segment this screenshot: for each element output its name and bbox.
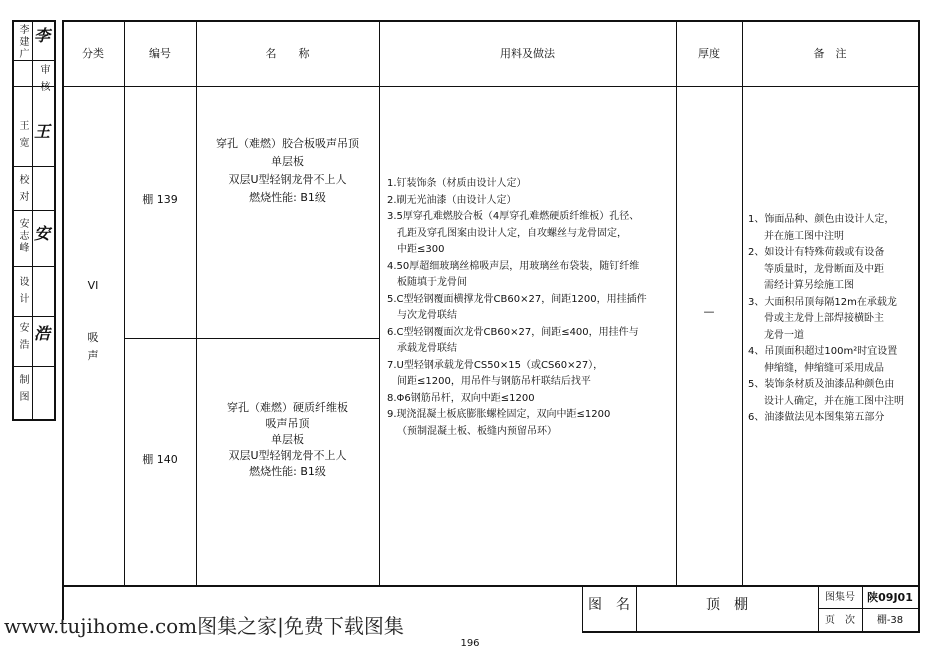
sidebar-label-6: 设 计 [17, 276, 28, 306]
remark-line: 2、如设计有特殊荷载或有设备 [748, 247, 885, 258]
materials-line: 与次龙骨联结 [397, 310, 457, 321]
atlas-label: 图集号 [825, 592, 855, 603]
sidebar-signature-1: 李 [34, 26, 51, 45]
sidebar-signature-5: 安 [34, 224, 51, 243]
materials-line: 8.Φ6钢筋吊杆，双向中距≤1200 [387, 392, 535, 404]
item-name-line: 双层U型轻钢龙骨不上人 [228, 449, 347, 462]
remark-line: 4、吊顶面积超过100m²时宜设置 [748, 346, 898, 357]
remark-line: 需经计算另绘施工图 [764, 280, 854, 291]
item-name-line: 吸声吊顶 [265, 417, 310, 430]
materials-line: 板随填于龙骨间 [397, 277, 467, 288]
category-name-2: 声 [87, 349, 99, 362]
remark-line: 5、装饰条材质及油漆品种颜色由 [748, 379, 895, 390]
page-label: 页 次 [825, 615, 855, 626]
materials-line: 6.C型轻钢覆面次龙骨CB60×27，间距≤400，用挂件与 [387, 326, 639, 338]
watermark-text: www.tujihome.com图集之家|免费下载图集 [4, 614, 404, 638]
header-code: 编号 [149, 47, 171, 60]
remark-line: 等质量时，龙骨断面及中距 [764, 263, 884, 275]
sidebar-signature-3: 王 [34, 122, 51, 141]
item-name-line: 穿孔（难燃）硬质纤维板 [227, 401, 348, 414]
sidebar-label-2: 审 核 [38, 64, 49, 94]
item-name-line: 单层板 [271, 433, 304, 446]
materials-line: 承载龙骨联结 [397, 343, 457, 354]
remark-line: 伸缩缝，伸缩缝可采用成品 [764, 362, 884, 374]
header-remarks: 备 注 [813, 47, 847, 60]
materials-line: 5.C型轻钢覆面横撑龙骨CB60×27，间距1200，用挂插件 [387, 293, 647, 305]
remark-line: 3、大面积吊顶每隔12m在承载龙 [748, 296, 897, 308]
remark-line: 龙骨一道 [764, 329, 804, 341]
page-value: 棚-38 [876, 615, 904, 626]
materials-line: 9.现浇混凝土板底膨胀螺栓固定，双向中距≤1200 [387, 409, 611, 420]
item-name-line: 双层U型轻钢龙骨不上人 [228, 173, 347, 186]
sidebar-label-7: 安 浩 [17, 322, 28, 352]
figure-name-label: 图 名 [588, 597, 630, 613]
header-name: 名 称 [265, 47, 310, 60]
thickness-value: — [703, 305, 715, 318]
item-code-140: 棚 140 [142, 453, 178, 466]
item-name-140 [196, 400, 379, 479]
category-name-1: 吸 [87, 331, 99, 344]
item-name-line: 燃烧性能: B1级 [249, 191, 326, 204]
sidebar-label-5: 安志峰 [17, 218, 28, 254]
item-code-139: 棚 139 [142, 193, 178, 206]
materials-line: 中距≤300 [397, 244, 445, 255]
remark-line: 并在施工图中注明 [764, 230, 844, 242]
sidebar-signature-7: 浩 [34, 324, 51, 343]
materials-line: 3.5厚穿孔难燃胶合板（4厚穿孔难燃硬质纤维板）孔径、 [387, 211, 640, 222]
remark-line: 设计人确定，并在施工图中注明 [764, 395, 904, 407]
item-name-line: 单层板 [271, 155, 304, 168]
materials-line: 7.U型轻钢承载龙骨CS50×15（或CS60×27）， [387, 359, 604, 371]
materials-line: （预制混凝土板、板缝内预留吊环） [397, 425, 557, 437]
sidebar-label-1: 李建广 [17, 24, 28, 60]
remark-line: 1、饰面品种、颜色由设计人定， [748, 214, 895, 225]
sidebar-label-4: 校 对 [17, 174, 28, 204]
remark-line: 骨或主龙骨上部焊接横卧主 [764, 313, 884, 324]
materials-list [387, 176, 672, 440]
sidebar-label-8: 制 图 [17, 374, 28, 404]
item-name-line: 穿孔（难燃）胶合板吸声吊顶 [216, 137, 359, 150]
item-name-line: 燃烧性能: B1级 [249, 465, 326, 478]
remark-line: 6、油漆做法见本图集第五部分 [748, 412, 885, 423]
header-materials: 用料及做法 [500, 47, 555, 60]
category-roman: VI [87, 279, 99, 292]
header-thickness: 厚度 [698, 47, 720, 60]
materials-line: 1.钉装饰条（材质由设计人定） [387, 178, 527, 189]
remarks-list [748, 212, 916, 427]
atlas-value: 陕09J01 [867, 591, 913, 604]
figure-name: 顶 棚 [706, 597, 748, 613]
materials-line: 4.50厚超细玻璃丝棉吸声层，用玻璃丝布袋装，随钉纤维 [387, 260, 640, 272]
header-category: 分类 [82, 47, 104, 60]
materials-line: 2.刷无光油漆（由设计人定） [387, 194, 517, 206]
page-number: 196 [460, 638, 480, 649]
sidebar-label-3: 王 宽 [17, 120, 28, 150]
materials-line: 孔距及穿孔图案由设计人定，自攻螺丝与龙骨固定， [397, 227, 627, 239]
materials-line: 间距≤1200，用吊件与钢筋吊杆联结后找平 [397, 376, 591, 387]
item-name-139 [196, 136, 379, 205]
